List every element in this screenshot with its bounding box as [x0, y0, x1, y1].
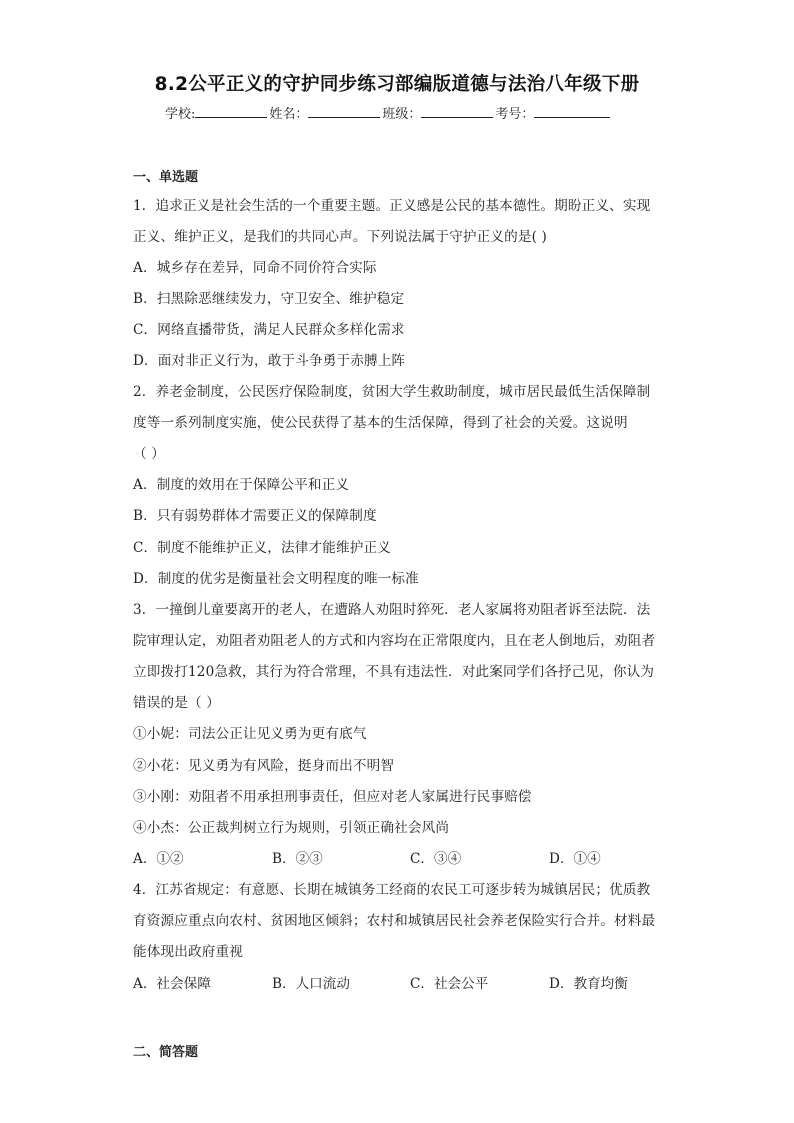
q3-statement-2: ②小花：见义勇为有风险，挺身而出不明智: [133, 758, 395, 774]
student-info-line: [165, 103, 612, 122]
section-heading-short-answer: 二、简答题: [133, 1045, 199, 1060]
q1-stem-line1: 1．追求正义是社会生活的一个重要主题。正义感是公民的基本德性。期盼正义、实现: [133, 198, 651, 214]
q3-stem-line1: 3．一撞倒儿童要离开的老人，在遭路人劝阻时猝死．老人家属将劝阻者诉至法院．法: [133, 602, 651, 618]
q4-option-c: C．社会公平: [410, 976, 489, 992]
q1-stem-line2: 正义、维护正义，是我们的共同心声。下列说法属于守护正义的是( ): [133, 229, 547, 245]
q4-stem-line1: 4．江苏省规定：有意愿、长期在城镇务工经商的农民工可逐步转为城镇居民；优质教: [133, 882, 651, 898]
q2-stem-line2: 度等一系列制度实施，使公民获得了基本的生活保障，得到了社会的关爱。这说明: [133, 415, 628, 431]
q4-option-b: B．人口流动: [272, 976, 350, 992]
q2-stem-line3: （ ）: [133, 446, 165, 462]
q1-option-b: B．扫黑除恶继续发力，守卫安全、维护稳定: [133, 291, 405, 307]
q1-option-a: A．城乡存在差异，同命不同价符合实际: [133, 260, 377, 276]
q4-stem-line2: 育资源应重点向农村、贫困地区倾斜；农村和城镇居民社会养老保险实行合并。材料最: [133, 913, 656, 929]
q3-option-d: D．①④: [549, 851, 601, 867]
number-label: 考号：: [495, 107, 535, 122]
q2-option-d: D．制度的优劣是衡量社会文明程度的唯一标准: [133, 571, 419, 587]
q3-option-a: A．①②: [133, 851, 184, 867]
q3-statement-3: ③小刚：劝阻者不用承担刑事责任，但应对老人家属进行民事赔偿: [133, 789, 532, 805]
q4-stem-line3: 能体现出政府重视: [133, 944, 243, 960]
q3-statement-1: ①小妮：司法公正让见义勇为更有底气: [133, 726, 367, 742]
school-label: 学校:: [165, 107, 196, 122]
number-blank: [534, 105, 610, 118]
q3-stem-line2: 院审理认定，劝阻者劝阻老人的方式和内容均在正常限度内，且在老人倒地后，劝阻者: [133, 633, 656, 649]
q4-option-a: A．社会保障: [133, 976, 211, 992]
q2-option-c: C．制度不能维护正义，法律才能维护正义: [133, 540, 391, 556]
class-label: 班级：: [382, 107, 422, 122]
name-blank: [308, 105, 380, 118]
q1-option-c: C．网络直播带货，满足人民群众多样化需求: [133, 322, 405, 338]
q4-option-d: D．教育均衡: [549, 976, 628, 992]
q2-option-a: A．制度的效用在于保障公平和正义: [133, 477, 350, 493]
q3-option-c: C．③④: [410, 851, 462, 867]
section-heading-single-choice: 一、单选题: [133, 170, 199, 185]
q2-option-b: B．只有弱势群体才需要正义的保障制度: [133, 508, 377, 524]
q1-option-d: D．面对非正义行为，敢于斗争勇于赤膊上阵: [133, 353, 406, 369]
q3-option-b: B．②③: [272, 851, 323, 867]
class-blank: [421, 105, 493, 118]
name-label: 姓名：: [269, 107, 309, 122]
q2-stem-line1: 2．养老金制度，公民医疗保险制度，贫困大学生救助制度，城市居民最低生活保障制: [133, 384, 651, 400]
q3-stem-line4: 错误的是（ ）: [133, 695, 220, 711]
school-blank: [195, 105, 267, 118]
q3-statement-4: ④小杰：公正裁判树立行为规则，引领正确社会风尚: [133, 820, 450, 836]
page-title: 8.2公平正义的守护同步练习部编版道德与法治八年级下册: [154, 74, 640, 95]
q3-stem-line3: 立即拨打120急救，其行为符合常理，不具有违法性．对此案同学们各抒己见，你认为: [133, 664, 655, 680]
